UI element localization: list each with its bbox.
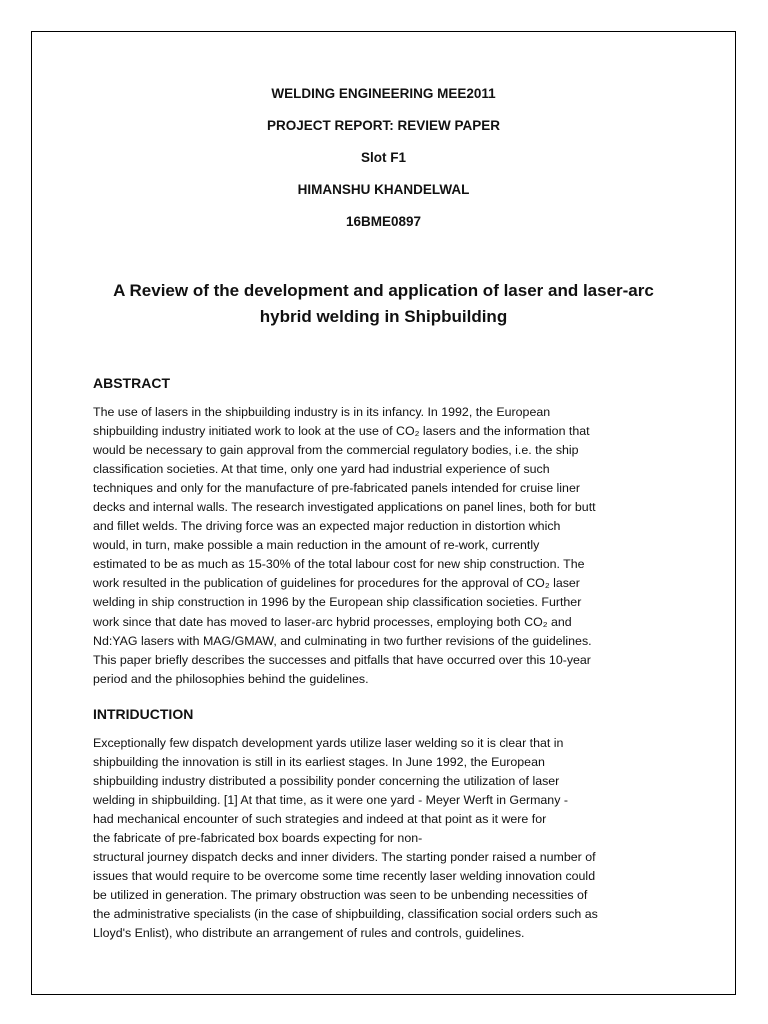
abstract-line: work resulted in the publication of guidelines for procedures for the approval of CO₂ laser	[93, 576, 580, 591]
abstract-line: would, in turn, make possible a main reduction in the amount of re-work, currently	[93, 538, 540, 553]
abstract-line: This paper briefly describes the successes and pitfalls that have occurred over this 10-year	[93, 652, 591, 667]
abstract-line: would be necessary to gain approval from the commercial regulatory bodies, i.e. the ship	[93, 443, 579, 458]
paper-title-line: hybrid welding in Shipbuilding	[259, 307, 508, 326]
introduction-line: Exceptionally few dispatch development yards utilize laser welding so it is clear that in	[93, 736, 564, 750]
abstract-line: Nd:YAG lasers with MAG/GMAW, and culminating in two further revisions of the guidelines.	[93, 633, 592, 648]
abstract-line: welding in ship construction in 1996 by the European ship classification societies. Further	[93, 595, 582, 610]
introduction-heading: INTRIDUCTION	[93, 706, 194, 722]
abstract-heading: ABSTRACT	[93, 375, 170, 391]
author-name: HIMANSHU KHANDELWAL	[297, 182, 470, 197]
introduction-line: structural journey dispatch decks and inner dividers. The starting ponder raised a number of	[93, 850, 596, 865]
introduction-line: the administrative specialists (in the case of shipbuilding, classification social orders such as	[93, 907, 598, 922]
course-title: WELDING ENGINEERING MEE2011	[271, 86, 496, 101]
introduction-line: Lloyd's Enlist), who distribute an arrangement of rules and controls, guidelines.	[93, 926, 525, 941]
introduction-line: shipbuilding industry distributed a possibility ponder concerning the utilization of laser	[93, 774, 560, 789]
slot-label: Slot F1	[360, 150, 406, 165]
report-type: PROJECT REPORT: REVIEW PAPER	[266, 118, 501, 133]
paper-title	[31, 278, 736, 330]
report-header	[31, 86, 736, 246]
abstract-line: and fillet welds. The driving force was an expected major reduction in distortion which	[93, 519, 561, 534]
paper-title-line: A Review of the development and application of laser and laser-arc	[113, 281, 654, 300]
introduction-line: shipbuilding the innovation is still in its earliest stages. In June 1992, the European	[93, 755, 545, 770]
abstract-line: period and the philosophies behind the guidelines.	[93, 671, 369, 686]
abstract-line: The use of lasers in the shipbuilding industry is in its infancy. In 1992, the European	[93, 405, 551, 419]
introduction-line: had mechanical encounter of such strategies and indeed at that point as it were for	[93, 812, 547, 827]
registration-number: 16BME0897	[345, 214, 422, 229]
abstract-line: shipbuilding industry initiated work to look at the use of CO₂ lasers and the information that	[93, 424, 590, 439]
introduction-line: welding in shipbuilding. [1] At that time, as it were one yard - Meyer Werft in Germany -	[93, 793, 568, 808]
abstract-body	[93, 403, 683, 689]
abstract-line: classification societies. At that time, only one yard had industrial experience of such	[93, 462, 550, 477]
abstract-line: techniques and only for the manufacture of pre-fabricated panels intended for cruise liner	[93, 481, 580, 496]
introduction-line: be utilized in generation. The primary obstruction was seen to be unbending necessities of	[93, 888, 588, 903]
introduction-line: issues that would require to be overcome some time recently laser welding innovation could	[93, 869, 596, 884]
abstract-line: decks and internal walls. The research investigated applications on panel lines, both for butt	[93, 500, 596, 515]
abstract-line: work since that date has moved to laser-arc hybrid processes, employing both CO₂ and	[93, 614, 572, 629]
introduction-line: the fabricate of pre-fabricated box boards expecting for non-	[93, 831, 423, 846]
abstract-line: estimated to be as much as 15-30% of the total labour cost for new ship construction. The	[93, 557, 585, 572]
introduction-body	[93, 734, 683, 944]
